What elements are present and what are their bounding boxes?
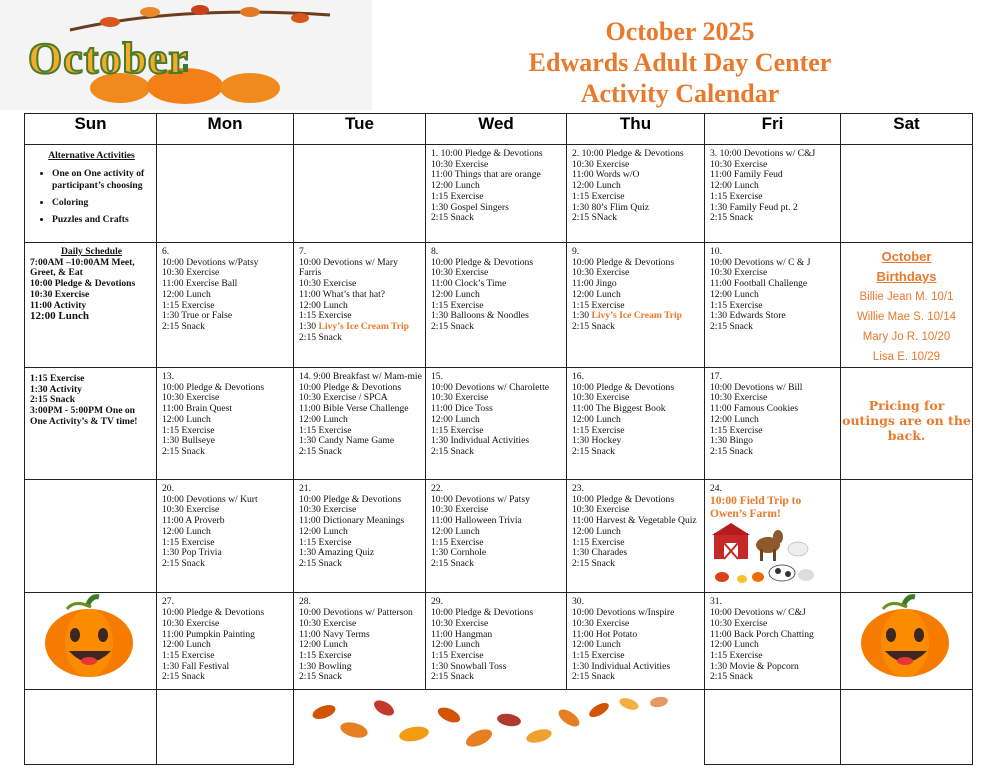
activity-line: 1:15 Exercise [162,299,215,311]
activity-line: 2:15 Snack [572,320,615,332]
activity-line: 1:30 Candy Name Game [299,435,395,447]
activity-line: 2:15 Snack [299,557,342,569]
daily-schedule-cell [25,243,157,368]
activity-line: 2:15 Snack [162,445,205,457]
october-logo [0,0,372,110]
activity-line: 10:30 Exercise [710,617,768,629]
activity-list [157,243,293,335]
activity-line: 11:00 Exercise Ball [162,278,238,290]
birthday-entry: Willie Mae S. 10/14 [856,311,957,323]
activity-line: 12:00 Lunch [299,413,348,425]
activity-line: 11:00 Harvest & Vegetable Quiz [572,515,697,527]
activity-line: 10:30 Exercise [431,267,489,279]
activity-line: 1. 10:00 Pledge & Devotions [431,148,543,159]
day-cell-7 [294,243,426,368]
activity-line: 1:30 Gospel Singers [431,201,509,213]
activity-line: 10:00 Pledge & Devotions [162,381,265,393]
activity-line: 12:00 Lunch [572,413,621,425]
activity-line: 10:30 Exercise [299,617,357,629]
activity-line: 1:15 Exercise [572,649,625,661]
activity-list [705,145,840,226]
activity-line: 1:30 Movie & Popcorn [710,660,799,672]
birthday-entry: Billie Jean M. 10/1 [859,291,954,303]
activity-line: 1:30 Individual Activities [572,660,671,672]
day-cell-13 [157,368,294,480]
activity-line: 12:00 Lunch [710,639,759,651]
pricing-cell [841,368,973,480]
activity-list [567,368,704,460]
day-number: 7. [299,246,307,257]
activity-line: 1:15 Exercise [710,649,763,661]
day-cell-29 [426,593,567,690]
activity-line: 10:00 Pledge & Devotions [572,381,675,393]
activity-line: 11:00 Words w/O [572,169,640,181]
activity-line: 1:30 Individual Activities [431,435,530,447]
empty-day-cell [841,480,973,593]
day-cell-27 [157,593,294,690]
birthdays-cell [841,243,973,368]
birthday-entry: Mary Jo R. 10/20 [862,331,951,343]
activity-list [426,368,566,460]
activity-line: 12:00 Lunch [710,413,759,425]
activity-line: 1:15 Exercise [710,424,763,436]
empty-day-cell [841,690,973,765]
activity-list [426,593,566,685]
ice-cream-trip: Livy’s Ice Cream Trip [591,310,682,322]
activity-line: 12:00 Lunch [431,288,480,300]
activity-list [299,333,422,344]
activity-line: 1:15 Exercise [431,190,484,202]
activity-line: 1:30 Family Feud pt. 2 [710,201,798,213]
schedule-line: 1:15 Exercise [30,373,85,384]
title-center: Edwards Adult Day Center [528,48,832,77]
activity-line: 2. 10:00 Pledge & Devotions [572,148,684,159]
activity-line: 2:15 Snack [431,320,474,332]
day-number: 22. [431,483,443,494]
activity-line: 11:00 Navy Terms [299,628,370,640]
activity-line: 12:00 Lunch [299,525,348,537]
day-cell-14 [294,368,426,480]
activity-line: 1:30 Fall Festival [162,660,230,672]
day-header: Wed [426,114,567,145]
fall-leaves-cell [294,690,705,765]
activity-line: 12:00 Lunch [162,288,211,300]
day-cell-21 [294,480,426,593]
empty-day-cell [157,145,294,243]
day-cell-22 [426,480,567,593]
activity-line: 2:15 Snack [572,557,615,569]
day-cell-24 [705,480,841,593]
activity-list [157,480,293,572]
pumpkin-icon [841,593,969,685]
activity-line: 10:00 Devotions w/ Kurt [162,493,258,505]
activity-line: 1:30 Cornhole [431,547,487,559]
week-row [25,145,973,243]
activity-line: 10:30 Exercise [162,504,220,516]
day-cell-23 [567,480,705,593]
activity-line: 11:00 The Biggest Book [572,403,666,415]
activity-list [157,593,293,685]
empty-day-cell [25,690,157,765]
activity-line: 10:30 Exercise [162,617,220,629]
activity-line: 1:15 Exercise [299,424,352,436]
birthdays-title-2: Birthdays [876,269,937,284]
day-header: Sun [25,114,157,145]
activity-line: 1:30 Bowling [299,660,352,672]
list-item: • Puzzles and Crafts [52,214,153,226]
activity-line: 2:15 Snack [299,445,342,457]
activity-line: 11:00 Hot Potato [572,628,638,640]
day-number: 31. [710,596,722,608]
activity-line: 1:15 Exercise [431,299,484,311]
day-cell-17 [705,368,841,480]
activity-line: 10:30 Exercise [299,278,357,290]
activity-line: 1:15 Exercise [572,190,625,202]
day-number: 28. [299,596,311,608]
activity-line: 1:30 Amazing Quiz [299,547,375,559]
activity-line: 10:00 Devotions w/Inspire [572,607,675,619]
activity-line: 10:00 Devotions w/ Bill [710,381,803,393]
activity-line: 11:00 Pumpkin Painting [162,628,255,640]
week-row [25,368,973,480]
activity-line: 12:00 Lunch [162,639,211,651]
empty-day-cell [705,690,841,765]
week-row [25,690,973,765]
activity-line: 10:30 Exercise [431,392,489,404]
activity-line: 3. 10:00 Devotions w/ C&J [710,148,816,159]
day-cell-15 [426,368,567,480]
week-row [25,243,973,368]
day-number: 21. [299,483,311,494]
activity-line: 1:30 Balloons & Noodles [431,310,529,322]
activity-list [426,243,566,335]
activity-line: 10:30 Exercise [572,504,630,516]
activity-line: 10:30 Exercise [710,158,768,170]
birthday-entry: Lisa E. 10/29 [872,351,941,363]
activity-line: 1:30 True or False [162,310,233,322]
activity-line: 12:00 Lunch [572,180,621,192]
activity-line: 2:15 Snack [572,445,615,457]
activity-line: 1:30 Hockey [572,435,622,447]
activity-list [294,593,425,685]
activity-line: 2:15 SNack [572,212,618,224]
activity-line: 12:00 Lunch [431,639,480,651]
schedule-line: 3:00PM - 5:00PM One on One Activity’s & TV time! [30,405,138,427]
activity-line: 1:30 80’s Flim Quiz [572,201,650,213]
list-item: • One on One activity of participant’s choosing [52,168,153,192]
day-number: 24. [710,483,722,494]
activity-time: 1:30 [572,310,592,322]
logo-text: October [28,34,189,83]
activity-line: 10:30 Exercise [710,267,768,279]
title-calendar: Activity Calendar [580,79,780,108]
activity-line: 10:00 Devotions w/ C & J [710,256,811,268]
schedule-line: 2:15 Snack [30,394,76,406]
day-cell-31 [705,593,841,690]
day-number: 29. [431,596,443,608]
schedule-title: Daily Schedule [60,246,123,257]
activity-line: 10:30 Exercise [572,158,630,170]
activity-line: 10:30 Exercise [431,504,489,516]
activity-list [157,368,293,460]
pumpkin-icon [25,593,153,685]
day-cell-28 [294,593,426,690]
activity-line: 11:00 Dictionary Meanings [299,515,405,527]
activity-line: 1:30 Bingo [710,435,753,447]
activity-list [426,145,566,226]
day-header: Sat [841,114,973,145]
activity-line: 10:30 Exercise [710,392,768,404]
activity-list [572,247,701,311]
schedule-line: 10:30 Exercise [30,288,90,300]
day-number: 10. [710,246,722,257]
activity-line: 11:00 Halloween Trivia [431,515,522,527]
activity-line: 14. 9:00 Breakfast w/ Mam-mie [299,371,422,382]
schedule-line: 12:00 Lunch [30,310,89,323]
activity-line: 11:00 Brain Quest [162,403,232,415]
activity-list [705,243,840,335]
day-number: 6. [162,246,170,257]
activity-line: 10:00 Devotions w/Patsy [162,256,259,268]
activity-line: 2:15 Snack [162,557,205,569]
activity-line: 11:00 Football Challenge [710,278,808,290]
activity-line: 2:15 Snack [710,445,753,457]
activity-line: 12:00 Lunch [710,288,759,300]
activity-line: 11:00 Jingo [572,278,617,290]
day-number: 17. [710,371,722,382]
activity-line: 2:15 Snack [431,671,474,683]
day-header: Fri [705,114,841,145]
activity-list [299,247,422,322]
schedule-line: 7:00AM –10:00AM Meet, Greet, & Eat [30,256,135,279]
activity-line: 1:15 Exercise [162,536,215,548]
activity-line: 10:30 Exercise [162,267,220,279]
activity-line: 10:00 Pledge & Devotions [431,256,534,268]
activity-line: 10:00 Pledge & Devotions [299,381,402,393]
activity-list [426,480,566,572]
activity-line: 11:00 What’s that hat? [299,288,386,300]
ice-cream-trip: Livy’s Ice Cream Trip [318,320,409,332]
activity-line: 2:15 Snack [431,445,474,457]
activity-line: 2:15 Snack [431,557,474,569]
activity-line: 10:00 Pledge & Devotions [572,493,675,505]
activity-list [567,593,704,685]
activity-line: 2:15 Snack [431,212,474,224]
activity-line: 10:00 Devotions w/ C&J [710,607,806,619]
page-title [470,16,890,109]
activity-line: 1:15 Exercise [299,310,352,322]
day-number: 27. [162,596,174,608]
fall-leaves-icon [294,690,694,760]
empty-day-cell [25,480,157,593]
pumpkin-cell [25,593,157,690]
activity-line: 11:00 Famous Cookies [710,403,799,415]
day-cell-16 [567,368,705,480]
alternative-list [30,168,153,226]
daily-schedule-continued-cell [25,368,157,480]
activity-list [567,480,704,572]
activity-line: 12:00 Lunch [431,525,480,537]
activity-line: 10:30 Exercise [572,392,630,404]
day-header: Mon [157,114,294,145]
activity-line: 10:00 Pledge & Devotions [299,493,402,505]
activity-line: 1:15 Exercise [572,299,625,311]
activity-list [294,480,425,572]
day-number: 30. [572,596,584,608]
day-cell-10 [705,243,841,368]
day-header: Thu [567,114,705,145]
activity-line: 12:00 Lunch [299,299,348,311]
birthdays-title-1: October [881,249,932,264]
activity-line: 12:00 Lunch [162,413,211,425]
activity-line: 1:30 Pop Trivia [162,547,222,559]
activity-line: 10:00 Devotions w/ Patterson [299,607,413,619]
day-cell-30 [567,593,705,690]
activity-line: 12:00 Lunch [572,525,621,537]
alternative-title: Alternative Activities [48,150,135,161]
empty-day-cell [294,145,426,243]
farm-animals-icon [710,523,820,587]
activity-line: 12:00 Lunch [431,413,480,425]
title-month: October 2025 [605,17,755,46]
activity-list [294,368,425,460]
day-number: 16. [572,371,584,382]
list-item: • Coloring [52,197,153,209]
activity-line: 10:30 Exercise [572,267,630,279]
day-cell-3 [705,145,841,243]
activity-line: 1:30 Charades [572,547,628,559]
activity-line: 11:00 Family Feud [710,169,783,181]
activity-line: 12:00 Lunch [431,180,480,192]
activity-line: 11:00 Things that are orange [431,169,541,181]
activity-line: 1:15 Exercise [299,649,352,661]
activity-line: 10:30 Exercise [572,617,630,629]
activity-line: 12:00 Lunch [710,180,759,192]
activity-line: 1:15 Exercise [431,649,484,661]
activity-time: 1:30 [299,320,319,332]
activity-line: 2:15 Snack [299,331,342,343]
day-cell-9 [567,243,705,368]
activity-line: 2:15 Snack [162,320,205,332]
activity-line: 2:15 Snack [162,671,205,683]
day-cell-20 [157,480,294,593]
week-row [25,480,973,593]
activity-line: 1:15 Exercise [710,299,763,311]
activity-line: 1:30 Bullseye [162,435,216,447]
activity-line: 10:00 Devotions w/ Mary Farris [299,256,398,279]
activity-line: 11:00 Back Porch Chatting [710,628,814,640]
schedule-line: 1:30 Activity [30,383,82,395]
activity-line: 10:30 Exercise [162,392,220,404]
activity-line: 10:30 Exercise [431,617,489,629]
activity-list [567,145,704,226]
activity-line: 1:15 Exercise [162,424,215,436]
activity-line: 10:00 Pledge & Devotions [572,256,675,268]
activity-line: 10:30 Exercise [431,158,489,170]
pricing-note: Pricing for outings are on the back. [842,398,971,443]
activity-line: 10:00 Devotions w/ Charolette [431,381,550,393]
pumpkin-cell [841,593,973,690]
day-number: 13. [162,371,174,382]
schedule-line: 10:00 Pledge & Devotions [30,278,136,290]
day-number: 8. [431,246,439,257]
activity-line: 12:00 Lunch [572,288,621,300]
day-number: 15. [431,371,443,382]
day-cell-8 [426,243,567,368]
day-cell-2 [567,145,705,243]
day-cell-1 [426,145,567,243]
activity-line: 1:15 Exercise [710,190,763,202]
activity-line: 1:15 Exercise [431,536,484,548]
calendar-grid [24,113,973,765]
day-number: 9. [572,246,580,257]
activity-line: 1:30 Edwards Store [710,310,786,322]
activity-line: 12:00 Lunch [162,525,211,537]
activity-line: 1:15 Exercise [162,649,215,661]
activity-line: 1:15 Exercise [431,424,484,436]
activity-line: 2:15 Snack [572,671,615,683]
weekday-header-row [25,114,973,145]
activity-list [705,368,840,460]
activity-line: 11:00 Bible Verse Challenge [299,403,409,415]
activity-line: 10:00 Pledge & Devotions [162,607,265,619]
activity-line: 1:15 Exercise [572,536,625,548]
empty-day-cell [841,145,973,243]
activity-line: 1:30 Snowball Toss [431,660,507,672]
alternative-activities-cell [25,145,157,243]
activity-list [705,593,840,685]
activity-line: 2:15 Snack [710,212,753,224]
day-number: 23. [572,483,584,494]
activity-line: 11:00 Clock’s Time [431,278,507,290]
activity-line: 2:15 Snack [710,671,753,683]
activity-line: 10:30 Exercise / SPCA [299,392,388,404]
day-number: 20. [162,483,174,494]
week-row [25,593,973,690]
activity-line: 1:15 Exercise [299,536,352,548]
day-cell-6 [157,243,294,368]
activity-line: 2:15 Snack [710,320,753,332]
activity-line: 12:00 Lunch [299,639,348,651]
activity-line: 10:00 Devotions w/ Patsy [431,493,530,505]
activity-line: 11:00 Dice Toss [431,403,493,415]
activity-line: 10:00 Pledge & Devotions [431,607,534,619]
activity-line: 11:00 Hangman [431,628,493,640]
activity-line: 12:00 Lunch [572,639,621,651]
schedule-line: 11:00 Activity [30,299,87,311]
activity-line: 1:15 Exercise [572,424,625,436]
activity-list [572,322,701,333]
field-trip: 10:00 Field Trip to Owen’s Farm! [710,494,802,520]
activity-line: 2:15 Snack [299,671,342,683]
empty-day-cell [157,690,294,765]
day-header: Tue [294,114,426,145]
activity-line: 11:00 A Proverb [162,515,225,527]
activity-line: 10:30 Exercise [299,504,357,516]
